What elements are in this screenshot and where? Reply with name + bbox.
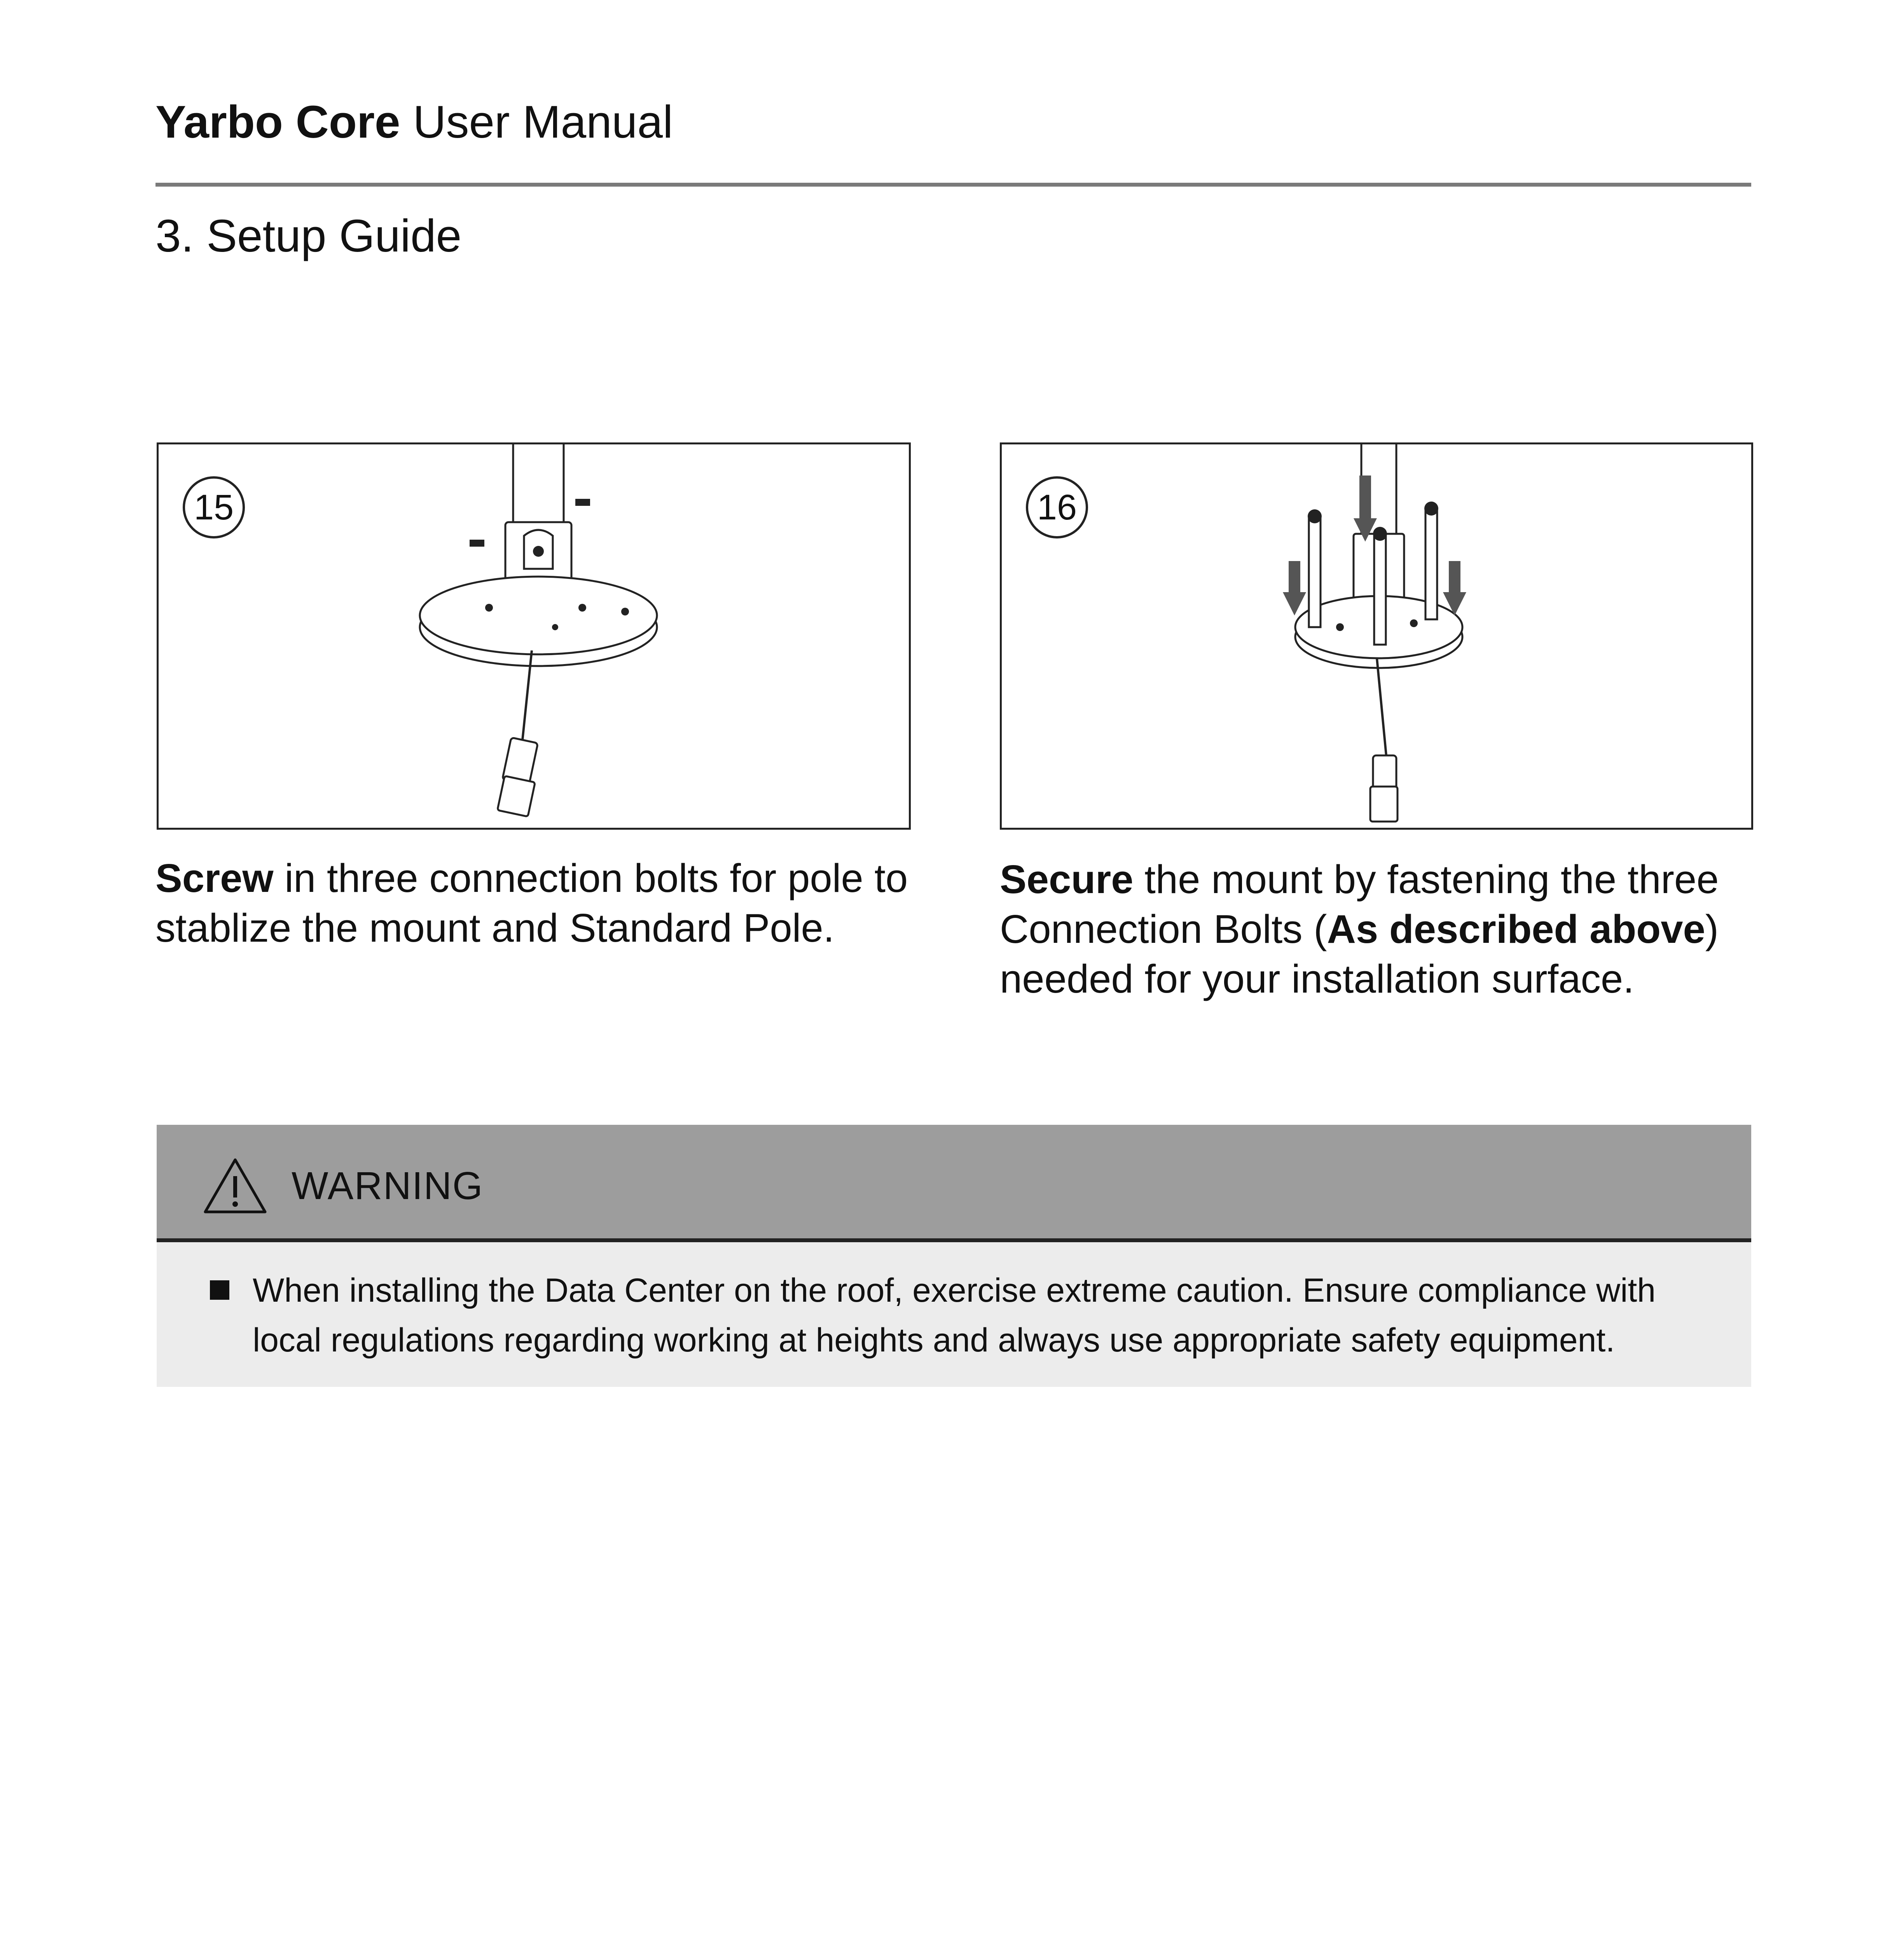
bolt-fastening-illustration bbox=[1002, 444, 1751, 828]
step-16-text-end: ) needed for your installation surface. bbox=[1000, 907, 1719, 1001]
warning-title: WARNING bbox=[292, 1164, 484, 1208]
brand-name: Yarbo Core bbox=[155, 96, 400, 148]
header-divider bbox=[155, 183, 1751, 187]
step-15-text: in three connection bolts for pole to stablize the mount and Standard Pole. bbox=[155, 856, 908, 950]
bullet-marker bbox=[210, 1280, 229, 1300]
step-16-caption bbox=[1000, 855, 1777, 1004]
manual-label: User Manual bbox=[400, 96, 673, 148]
step-number-badge: 16 bbox=[1026, 476, 1088, 538]
warning-triangle-icon bbox=[202, 1157, 268, 1215]
section-title: 3. Setup Guide bbox=[155, 210, 462, 262]
warning-divider bbox=[157, 1238, 1751, 1242]
pole-mount-illustration bbox=[159, 444, 909, 828]
step-15-figure bbox=[157, 442, 911, 830]
manual-title bbox=[155, 96, 673, 148]
step-number-badge: 15 bbox=[183, 476, 245, 538]
step-16-reference: As described above bbox=[1327, 907, 1705, 951]
step-15-action: Screw bbox=[155, 856, 274, 900]
step-15-caption bbox=[155, 853, 933, 953]
warning-text: When installing the Data Center on the roof, exercise extreme caution. Ensure compliance with local regulations regarding working at heights and always use appropriate safety equipment. bbox=[253, 1272, 1656, 1359]
step-16-text: the mount by fastening the three Connection Bolts ( bbox=[1000, 857, 1719, 951]
step-16-figure bbox=[1000, 442, 1753, 830]
step-16-action: Secure bbox=[1000, 857, 1134, 902]
